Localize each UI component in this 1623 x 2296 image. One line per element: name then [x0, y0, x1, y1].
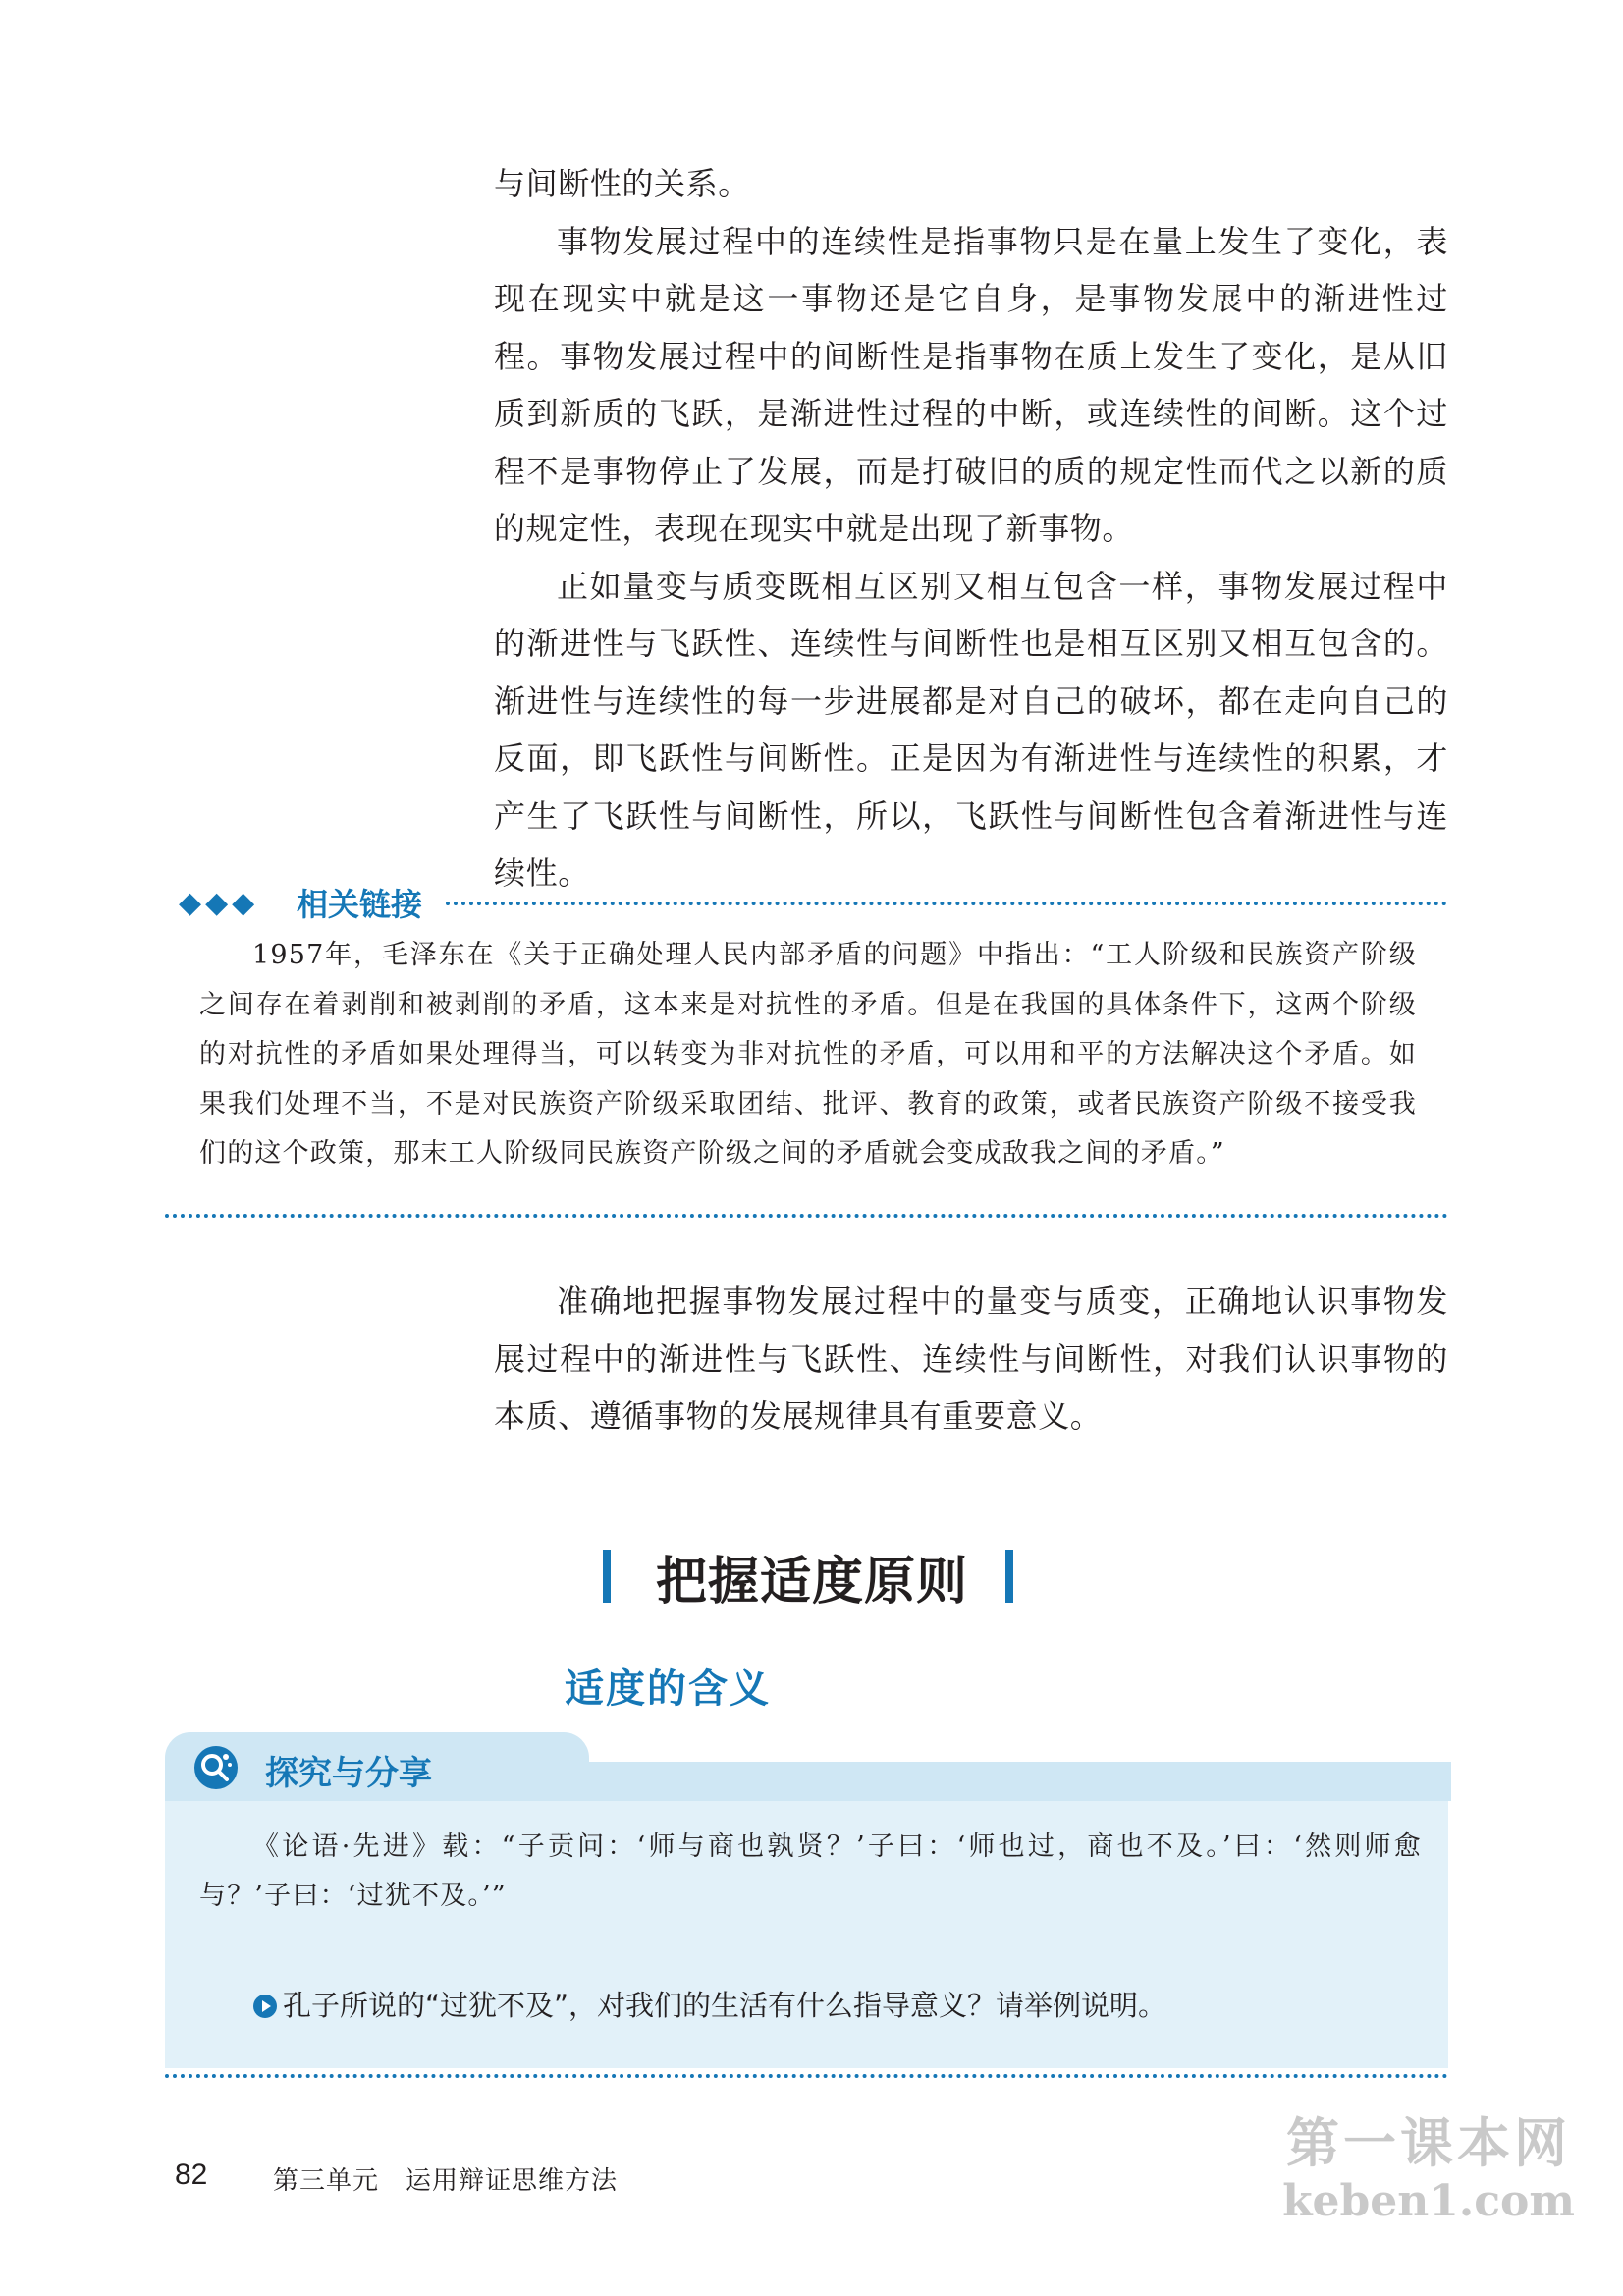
- related-link-text: 1957年，毛泽东在《关于正确处理人民内部矛盾的问题》中指出：“工人阶级和民族资产阶级之间存在着剥削和被剥削的矛盾，这本来是对抗性的矛盾。但是在我国的具体条件下，这两个阶级的对抗性的矛盾如果处理得当，可以转变为非对抗性的矛盾，可以用和平的方法解决这个矛盾。如果我们处理不当，不是对民族资产阶级采取团结、批评、教育的政策，或者民族资产阶级不接受我们的这个政策，那末工人阶级同民族资产阶级之间的矛盾就会变成敌我之间的矛盾。”: [199, 940, 1417, 1169]
- title-bar-right: [1005, 1550, 1013, 1603]
- diamond-icons: ◆◆◆: [179, 886, 259, 920]
- watermark-en: keben1.com: [1282, 2176, 1575, 2226]
- title-bar-left: [603, 1550, 611, 1603]
- footer-unit-title: 第三单元 运用辩证思维方法: [273, 2166, 619, 2196]
- main-text-block-2: [494, 1273, 1448, 1446]
- explore-quote-text: 《论语·先进》载：“子贡问：‘师与商也孰贤？’子曰：‘师也过，商也不及。’曰：‘然则师愈与？’子曰：‘过犹不及。’”: [199, 1831, 1422, 1911]
- arrow-right-icon: [253, 1995, 277, 2018]
- paragraph-continuation: 与间断性的关系。: [494, 165, 750, 202]
- page-number: 82: [175, 2159, 208, 2191]
- section-title: [0, 1540, 1623, 1612]
- paragraph-mutual-inclusion: 正如量变与质变既相互区别又相互包含一样，事物发展过程中的渐进性与飞跃性、连续性与间断性也是相互区别又相互包含的。渐进性与连续性的每一步进展都是对自己的破坏，都在走向自己的反面，即飞跃性与间断性。正是因为有渐进性与连续性的积累，才产生了飞跃性与间断性，所以，飞跃性与间断性包含着渐进性与连续性。: [494, 567, 1448, 892]
- explore-share-box: [165, 1732, 1448, 2068]
- explore-question: [253, 1984, 1166, 2024]
- explore-quote: [199, 1823, 1422, 1921]
- watermark: [1281, 2111, 1576, 2229]
- related-link-title: 相关链接: [297, 886, 423, 923]
- subsection-title: 适度的含义: [565, 1666, 771, 1712]
- explore-title: 探究与分享: [265, 1754, 432, 1793]
- divider-dotted: [446, 902, 1447, 905]
- paragraph-significance: 准确地把握事物发展过程中的量变与质变，正确地认识事物发展过程中的渐进性与飞跃性、连续性与间断性，对我们认识事物的本质、遵循事物的发展规律具有重要意义。: [494, 1283, 1448, 1435]
- section-title-text: 把握适度原则: [656, 1553, 969, 1612]
- explore-magnifier-icon: [192, 1744, 240, 1791]
- related-link-body: [199, 931, 1417, 1179]
- divider-dotted: [165, 1214, 1448, 1218]
- main-text-block: [494, 155, 1448, 902]
- explore-question-text: 孔子所说的“过犹不及”，对我们的生活有什么指导意义？请举例说明。: [283, 1989, 1167, 2022]
- divider-dotted: [165, 2074, 1448, 2078]
- watermark-cn: 第一课本网: [1286, 2111, 1571, 2174]
- related-link-header: [179, 876, 1455, 925]
- explore-tab-band: [587, 1762, 1451, 1801]
- paragraph-continuity: 事物发展过程中的连续性是指事物只是在量上发生了变化，表现在现实中就是这一事物还是它自身，是事物发展中的渐进性过程。事物发展过程中的间断性是指事物在质上发生了变化，是从旧质到新质的飞跃，是渐进性过程的中断，或连续性的间断。这个过程不是事物停止了发展，而是打破旧的质的规定性而代之以新的质的规定性，表现在现实中就是出现了新事物。: [494, 222, 1448, 547]
